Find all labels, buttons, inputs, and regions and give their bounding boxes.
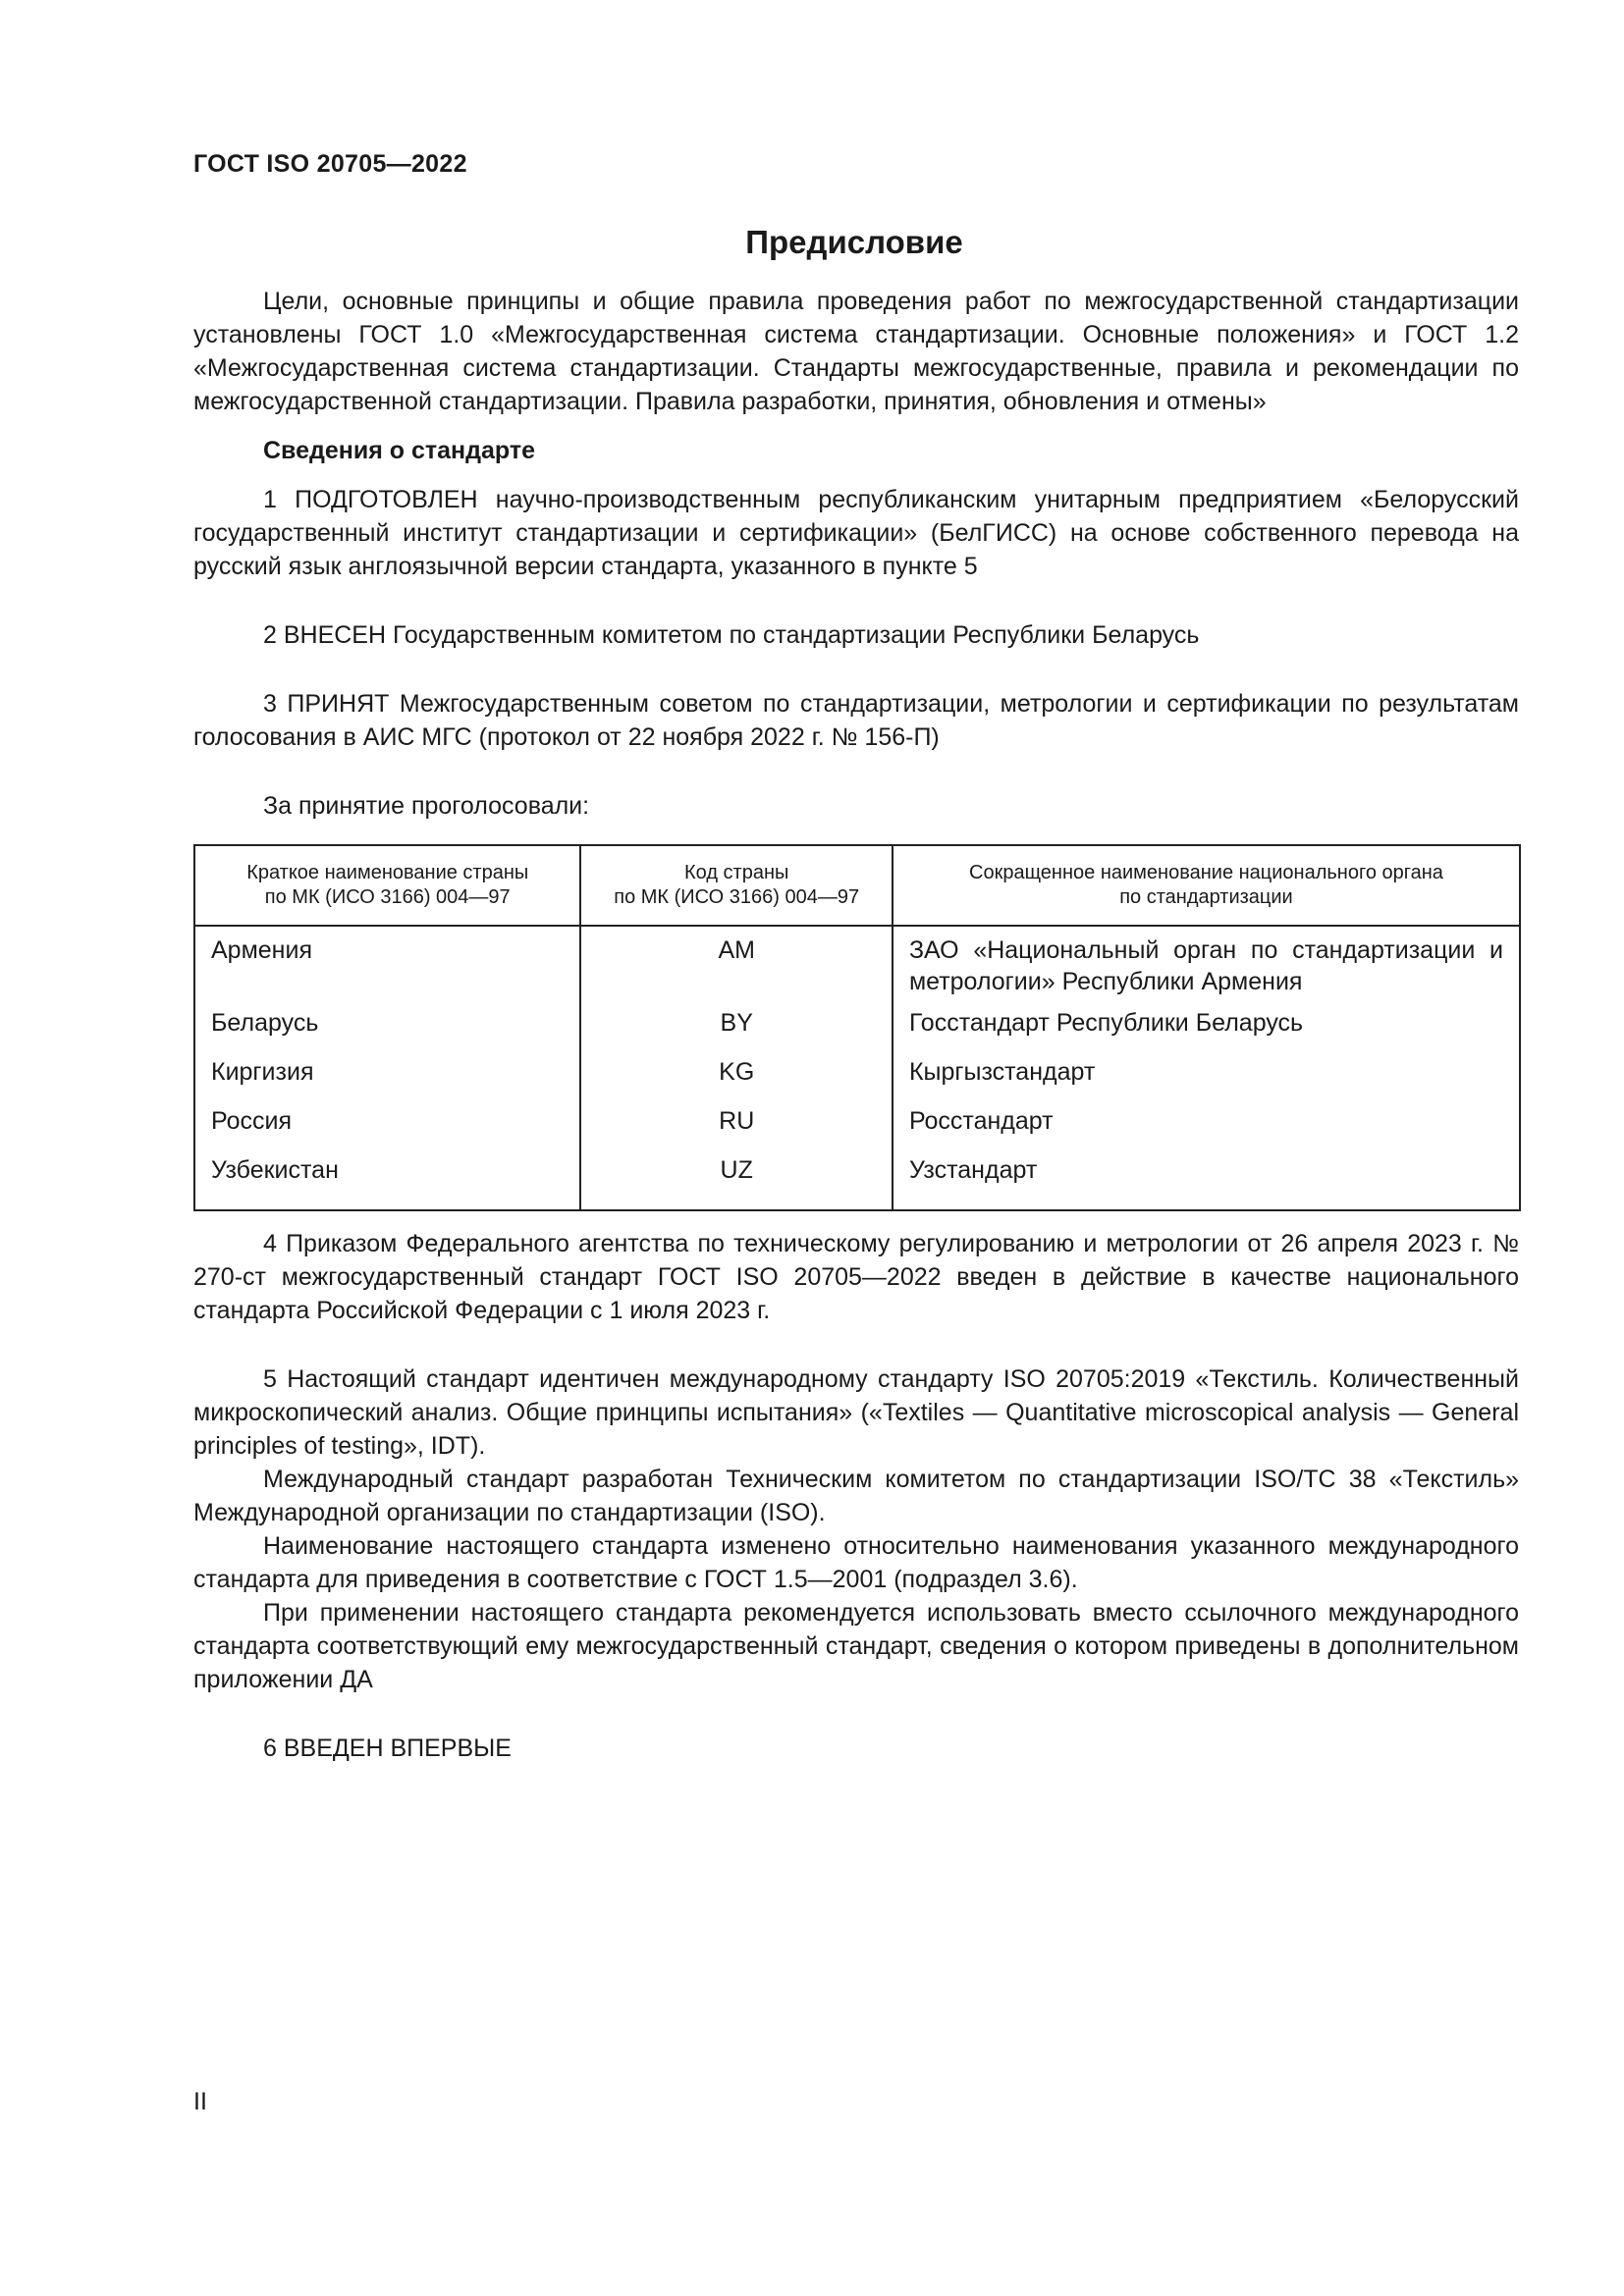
- vote-label: За принятие проголосовали:: [263, 792, 590, 820]
- country-name-cell: Беларусь: [194, 1007, 580, 1056]
- national-body-cell: ЗАО «Национальный орган по стандартизации и метрологии» Республики Армения: [893, 926, 1520, 1007]
- table-row: [194, 1105, 1520, 1154]
- country-code-cell: KG: [580, 1056, 892, 1105]
- voting-countries-table: [193, 844, 1521, 1211]
- table-row: [194, 1007, 1520, 1056]
- country-code-cell: RU: [580, 1105, 892, 1154]
- page-title: Предисловие: [745, 224, 963, 260]
- item-2-paragraph: 2 ВНЕСЕН Государственным комитетом по стандартизации Республики Беларусь: [263, 621, 1200, 649]
- standard-code-header: ГОСТ ISO 20705—2022: [193, 150, 467, 178]
- header-country-name-line1: Краткое наименование страны: [246, 862, 529, 883]
- national-body-cell: Узстандарт: [893, 1154, 1520, 1210]
- country-code-cell: BY: [580, 1007, 892, 1056]
- country-name-cell: Киргизия: [194, 1056, 580, 1105]
- national-body-cell: Госстандарт Республики Беларусь: [893, 1007, 1520, 1056]
- national-body-cell: Кыргызстандарт: [893, 1056, 1520, 1105]
- table-row: [194, 926, 1520, 1007]
- header-country-name-line2: по МК (ИСО 3166) 004—97: [264, 886, 511, 908]
- item-4-paragraph: 4 Приказом Федерального агентства по техническому регулированию и метрологии от 26 апреля 2023 г. № 270-ст межгосударственный стандарт ГОСТ ISO 20705—2022 введен в действие в качестве национального стандарта Российской Федерации с 1 июля 2023 г.: [193, 1230, 1519, 1324]
- country-name-cell: Армения: [194, 926, 580, 1007]
- country-code-cell: AM: [580, 926, 892, 1007]
- national-body-cell: Росстандарт: [893, 1105, 1520, 1154]
- preface-content: [193, 285, 1519, 1765]
- header-national-body-line1: Сокращенное наименование национального органа: [969, 862, 1443, 883]
- country-name-cell: Узбекистан: [194, 1154, 580, 1210]
- table-header-row: [194, 845, 1520, 926]
- country-code-cell: UZ: [580, 1154, 892, 1210]
- header-country-code-line2: по МК (ИСО 3166) 004—97: [614, 886, 860, 908]
- country-name-cell: Россия: [194, 1105, 580, 1154]
- table-row: [194, 1154, 1520, 1210]
- table-row: [194, 1056, 1520, 1105]
- item-5-application-paragraph: При применении настоящего стандарта рекомендуется использовать вместо ссылочного международного стандарта соответствующий ему межгосударственный стандарт, сведения о котором приведены в дополнительном приложении ДА: [193, 1599, 1519, 1693]
- item-5-paragraph: 5 Настоящий стандарт идентичен международному стандарту ISO 20705:2019 «Текстиль. Количественный микроскопический анализ. Общие принципы испытания» («Textiles — Quantitative microscopical analysis — General principles of testing», IDT).: [193, 1365, 1519, 1460]
- header-national-body-line2: по стандартизации: [1119, 886, 1293, 908]
- item-6-paragraph: 6 ВВЕДЕН ВПЕРВЫЕ: [263, 1735, 512, 1762]
- info-heading: Сведения о стандарте: [263, 437, 536, 464]
- item-5-committee-paragraph: Международный стандарт разработан Техническим комитетом по стандартизации ISO/TC 38 «Текстиль» Международной организации по стандартизации (ISO).: [193, 1466, 1519, 1526]
- header-country-code: [580, 845, 892, 926]
- item-5-name-change-paragraph: Наименование настоящего стандарта изменено относительно наименования указанного международного стандарта для приведения в соответствие с ГОСТ 1.5—2001 (подраздел 3.6).: [193, 1532, 1519, 1593]
- item-3-paragraph: 3 ПРИНЯТ Межгосударственным советом по стандартизации, метрологии и сертификации по результатам голосования в АИС МГС (протокол от 22 ноября 2022 г. № 156-П): [193, 690, 1519, 751]
- page-number: II: [193, 2088, 207, 2115]
- header-national-body: [893, 845, 1520, 926]
- item-1-paragraph: 1 ПОДГОТОВЛЕН научно-производственным республиканским унитарным предприятием «Белорусский государственный институт стандартизации и сертификации» (БелГИСС) на основе собственного перевода на русский язык англоязычной версии стандарта, указанного в пункте 5: [193, 486, 1519, 580]
- header-country-name: [194, 845, 580, 926]
- intro-paragraph: Цели, основные принципы и общие правила проведения работ по межгосударственной стандартизации установлены ГОСТ 1.0 «Межгосударственная система стандартизации. Основные положения» и ГОСТ 1.2 «Межгосударственная система стандартизации. Стандарты межгосударственные, правила и рекомендации по межгосударственной стандартизации. Правила разработки, принятия, обновления и отмены»: [193, 288, 1519, 415]
- header-country-code-line1: Код страны: [684, 862, 789, 883]
